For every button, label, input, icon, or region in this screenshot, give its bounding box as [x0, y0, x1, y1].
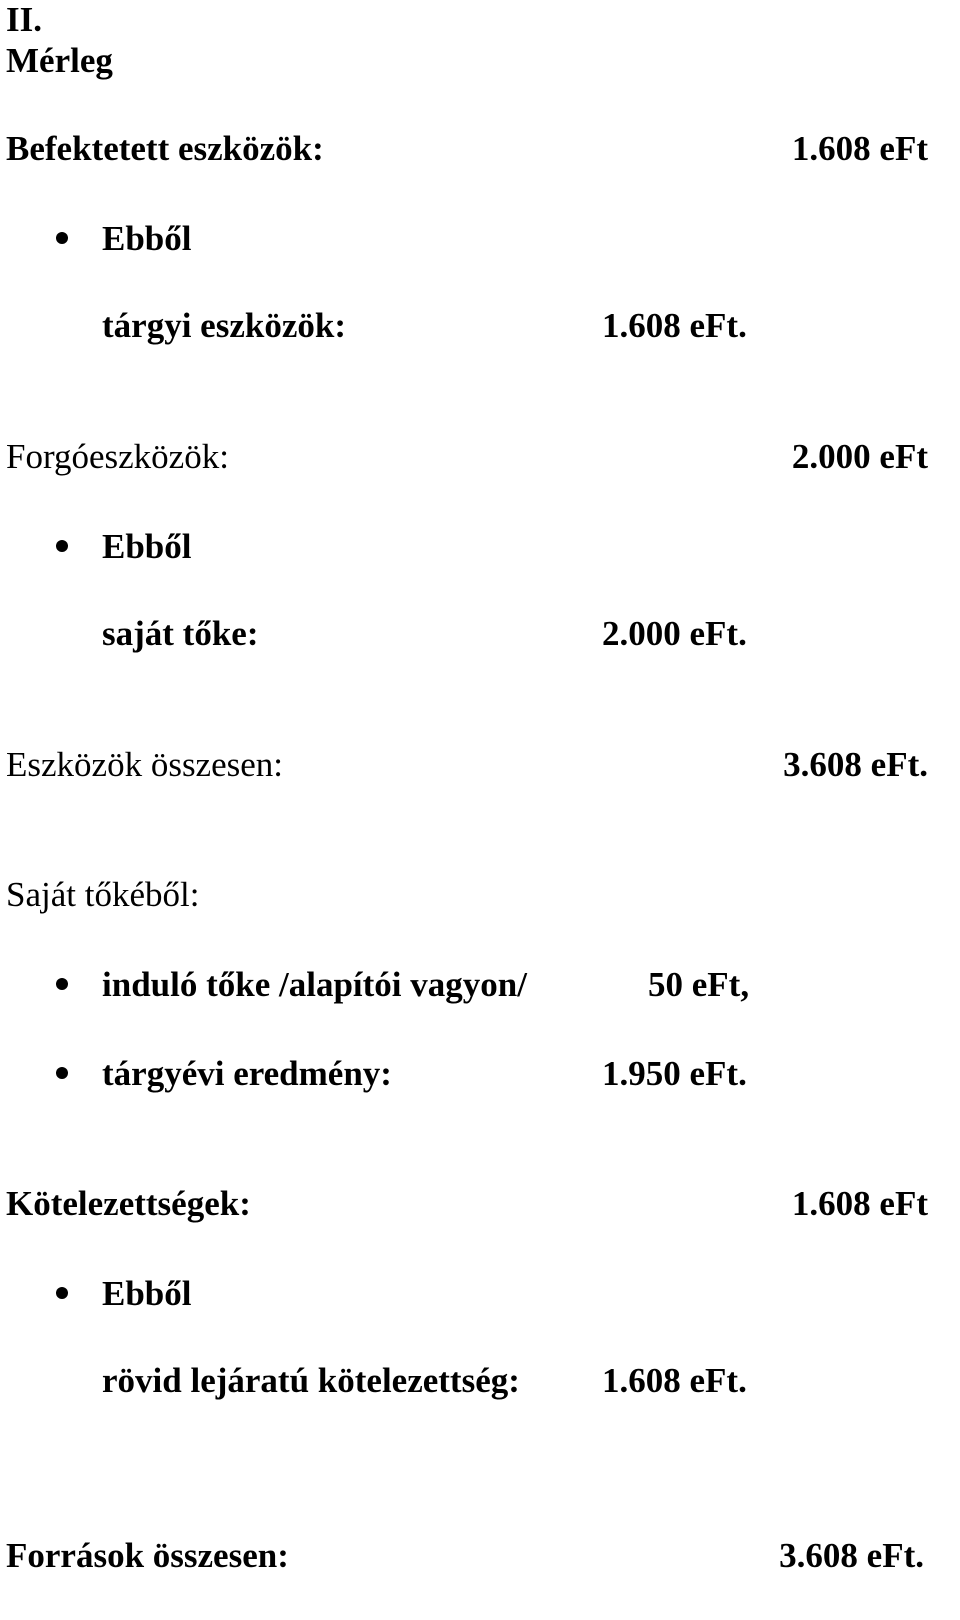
tangible-assets-label: tárgyi eszközök:: [102, 306, 346, 345]
fixed-assets-label: Befektetett eszközök:: [6, 129, 324, 168]
bullet-icon: [56, 1067, 68, 1079]
liabilities-label: Kötelezettségek:: [6, 1184, 251, 1223]
section-number: II.: [6, 0, 42, 39]
current-assets-sub-intro: Ebből: [102, 527, 192, 566]
sources-total-value: 3.608 eFt.: [779, 1536, 924, 1575]
sources-total-label: Források összesen:: [6, 1536, 289, 1575]
bullet-icon: [56, 540, 68, 552]
bullet-icon: [56, 1287, 68, 1299]
current-assets-value: 2.000 eFt: [791, 437, 928, 476]
current-assets-label: Forgóeszközök:: [6, 437, 229, 476]
short-term-liabilities-value: 1.608 eFt.: [602, 1361, 747, 1400]
equity-item-value: 50 eFt,: [648, 965, 750, 1004]
tangible-assets-value: 1.608 eFt.: [602, 306, 747, 345]
equity-item-label: induló tőke /alapítói vagyon/: [102, 965, 527, 1004]
liabilities-value: 1.608 eFt: [791, 1184, 928, 1223]
own-capital-label: saját tőke:: [102, 614, 259, 653]
fixed-assets-value: 1.608 eFt: [791, 129, 928, 168]
equity-item-value: 1.950 eFt.: [602, 1054, 747, 1093]
total-assets-label: Eszközök összesen:: [6, 745, 284, 784]
liabilities-sub-intro: Ebből: [102, 1274, 192, 1313]
short-term-liabilities-label: rövid lejáratú kötelezettség:: [102, 1361, 520, 1400]
bullet-icon: [56, 232, 68, 244]
fixed-assets-sub-intro: Ebből: [102, 219, 192, 258]
page-title: Mérleg: [6, 41, 113, 80]
own-capital-value: 2.000 eFt.: [602, 614, 747, 653]
equity-item-label: tárgyévi eredmény:: [102, 1054, 392, 1093]
total-assets-value: 3.608 eFt.: [783, 745, 928, 784]
bullet-icon: [56, 978, 68, 990]
equity-label: Saját tőkéből:: [6, 875, 200, 914]
